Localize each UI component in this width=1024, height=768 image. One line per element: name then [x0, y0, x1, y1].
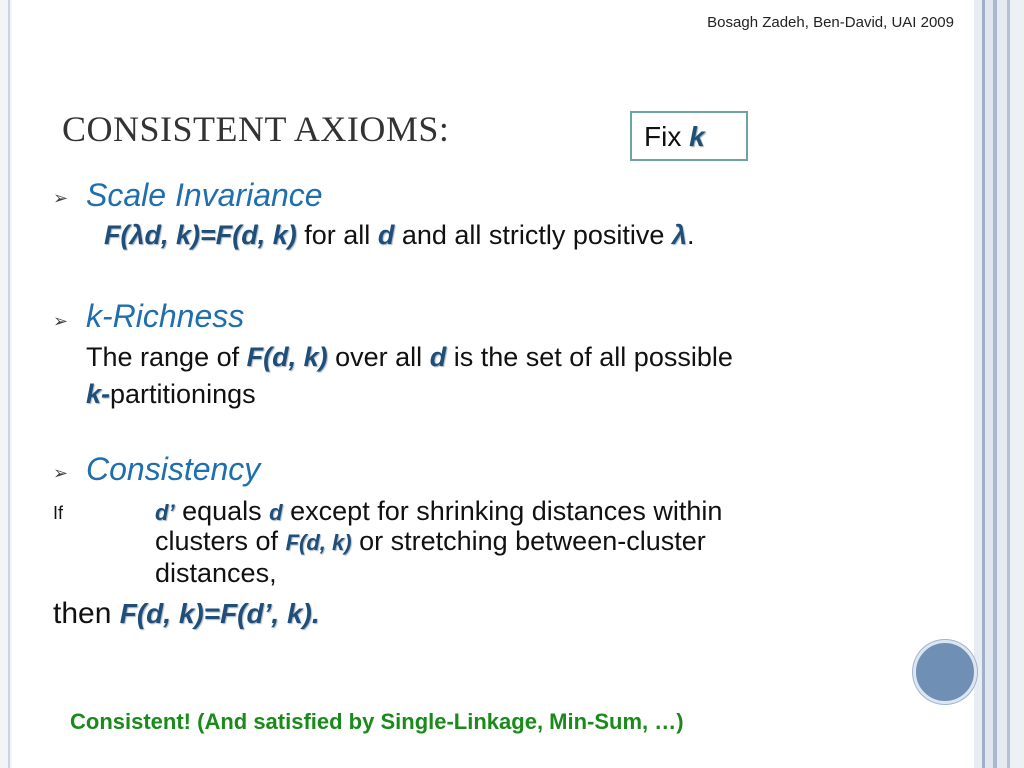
scale-text-2: and all strictly positive — [401, 220, 665, 250]
consistency-text-1: equals — [182, 496, 262, 526]
richness-var-d: d — [429, 342, 447, 372]
scale-var-d: d — [377, 220, 395, 250]
consistency-text-2: except for shrinking distances within — [290, 496, 723, 526]
fix-var: k — [689, 121, 705, 152]
scale-text-1: for all — [304, 220, 371, 250]
consistency-line-2 — [155, 526, 706, 557]
consistency-formula: F(d, k) — [285, 530, 352, 555]
richness-formula: F(d, k) — [246, 342, 328, 372]
richness-line-2 — [86, 379, 256, 410]
k-richness-heading: k-Richness — [86, 298, 245, 334]
then-formula: F(d, k)=F(d’, k). — [119, 598, 320, 629]
richness-var-k: k- — [86, 379, 111, 409]
consistency-heading: Consistency — [86, 451, 261, 487]
richness-text-2: over all — [335, 342, 423, 372]
scale-var-lambda: λ — [671, 220, 687, 250]
footer-note: Consistent! (And satisfied by Single-Linkage, Min-Sum, …) — [70, 709, 684, 734]
consistency-line-1 — [155, 496, 722, 527]
richness-text-3: is the set of all possible — [453, 342, 733, 372]
scale-invariance-line — [104, 220, 695, 251]
fix-k-box — [630, 111, 748, 161]
bullet-arrow-icon: ➢ — [53, 463, 69, 483]
then-word: then — [53, 597, 112, 630]
slide-title: CONSISTENT AXIOMS: — [62, 109, 450, 149]
decorative-circle — [913, 640, 977, 704]
consistency-var-dprime: d’ — [155, 500, 175, 525]
citation: Bosagh Zadeh, Ben-David, UAI 2009 — [707, 14, 954, 31]
fix-label: Fix — [644, 121, 682, 152]
then-line — [53, 597, 320, 631]
richness-text-1: The range of — [86, 342, 240, 372]
bullet-arrow-icon: ➢ — [53, 311, 69, 331]
right-decorative-stripes — [974, 0, 1024, 768]
bullet-arrow-icon: ➢ — [53, 188, 69, 208]
consistency-var-d: d — [269, 500, 283, 525]
scale-invariance-heading: Scale Invariance — [86, 177, 323, 213]
consistency-text-3: clusters of — [155, 526, 279, 556]
if-label: If — [53, 503, 64, 523]
scale-end: . — [687, 220, 695, 250]
scale-formula: F(λd, k)=F(d, k) — [104, 220, 297, 250]
consistency-line-3: distances, — [155, 558, 277, 588]
richness-text-4: partitionings — [110, 379, 256, 409]
richness-line-1 — [86, 342, 733, 373]
left-frame-border — [0, 0, 12, 768]
consistency-text-4: or stretching between-cluster — [359, 526, 706, 556]
